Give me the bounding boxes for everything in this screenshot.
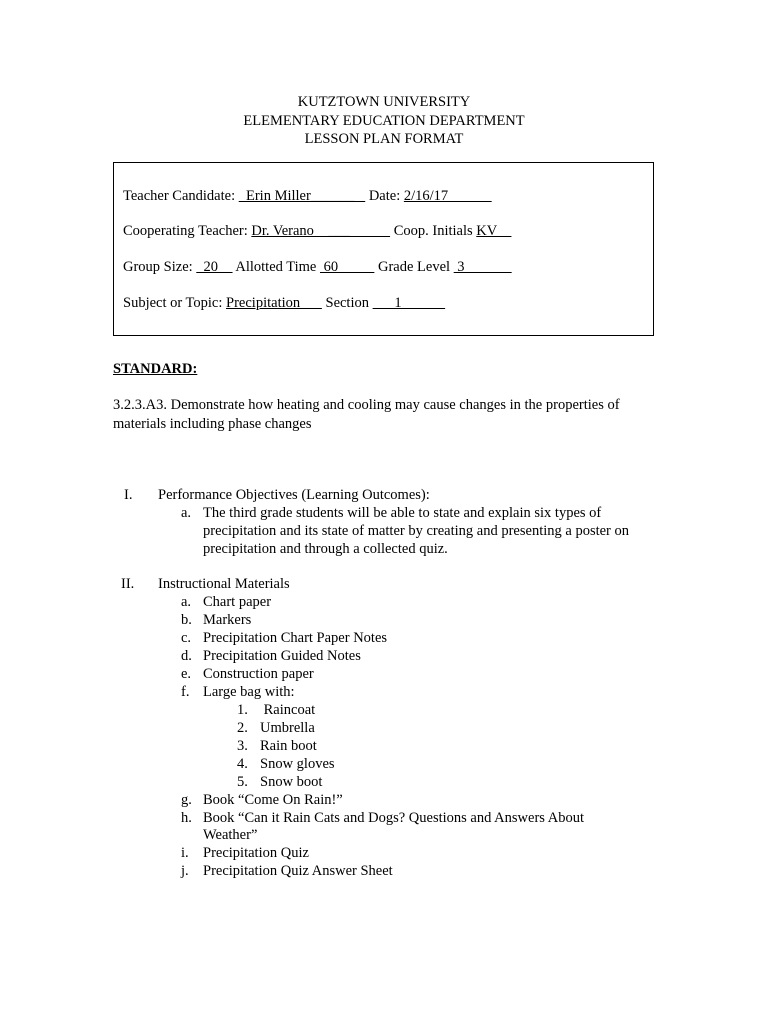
list-item: Precipitation Chart Paper Notes [203, 630, 388, 646]
teacher-row [123, 187, 492, 205]
grade-level-label: Grade Level [374, 259, 454, 275]
sub-list-item: Umbrella [260, 720, 315, 736]
group-row [123, 258, 512, 276]
list-item: Book “Can it Rain Cats and Dogs? Questions and Answers About [203, 810, 585, 826]
list-item-letter: b. [181, 612, 192, 628]
document-header [0, 93, 768, 149]
list-item: Construction paper [203, 666, 314, 682]
section-label: Section [321, 295, 373, 311]
sub-item-number: 4. [237, 756, 248, 772]
sub-list-item: Snow gloves [260, 756, 335, 772]
list-item-letter: c. [181, 630, 192, 646]
list-item: Markers [203, 612, 252, 628]
list-item: Book “Come On Rain!” [203, 792, 343, 808]
list-item-letter: a. [181, 505, 192, 521]
list-item-letter: d. [181, 648, 192, 664]
subject-value: Precipitation [226, 295, 322, 311]
list-item: Large bag with: [203, 684, 295, 700]
sub-item-number: 2. [237, 720, 248, 736]
coop-value: Dr. Verano ___ [251, 223, 391, 239]
teacher-label: Teacher Candidate: [123, 188, 239, 204]
allotted-time-value: 60 [319, 259, 375, 275]
date-label: Date: [365, 188, 404, 204]
allotted-time-label: Allotted Time [232, 259, 320, 275]
list-item-letter: j. [181, 863, 189, 879]
group-size-value: 20 [196, 259, 233, 275]
list-item-letter: g. [181, 792, 192, 808]
sub-item-number: 3. [237, 738, 248, 754]
standard-heading: STANDARD: [113, 361, 198, 377]
document-title: LESSON PLAN FORMAT [304, 131, 464, 147]
department-name: ELEMENTARY EDUCATION DEPARTMENT [243, 112, 525, 129]
coop-label: Cooperating Teacher: [123, 223, 252, 239]
grade-level-value: 3 [453, 259, 512, 275]
sub-list-item: Rain boot [260, 738, 317, 754]
date-value: 2/16/17 [403, 188, 492, 204]
subject-label: Subject or Topic: [123, 295, 227, 311]
objectives-title: Performance Objectives (Learning Outcomes): [158, 487, 430, 503]
list-item-continuation: Weather” [203, 827, 258, 843]
list-item: Precipitation Quiz Answer Sheet [203, 863, 393, 879]
cooperating-teacher-row [123, 222, 511, 240]
list-item-letter: h. [181, 810, 192, 826]
list-item: Chart paper [203, 594, 272, 610]
materials-title: Instructional Materials [158, 576, 290, 592]
section-numeral: I. [124, 487, 133, 503]
list-item: Precipitation Quiz [203, 845, 309, 861]
sub-item-number: 1. [237, 702, 248, 718]
group-size-label: Group Size: [123, 259, 197, 275]
list-item-letter: e. [181, 666, 192, 682]
teacher-value: Erin Miller______ [238, 188, 366, 204]
subject-row [123, 294, 445, 312]
sub-list-item: Raincoat [260, 702, 316, 718]
lesson-info-box [113, 162, 654, 336]
list-item: Precipitation Guided Notes [203, 648, 361, 664]
objective-text: The third grade students will be able to state and explain six types of precipitation and its state of matter by creating and presenting a poster on precipitation and through a collected quiz. [203, 505, 630, 557]
list-item-letter: i. [181, 845, 189, 861]
university-name: KUTZTOWN UNIVERSITY [297, 94, 471, 110]
section-numeral: II. [121, 576, 135, 592]
initials-value: KV [476, 223, 512, 239]
list-item-letter: a. [181, 594, 192, 610]
initials-label: Coop. Initials [390, 223, 477, 239]
sub-item-number: 5. [237, 774, 248, 790]
sub-list-item: Snow boot [260, 774, 323, 790]
standard-text: 3.2.3.A3. Demonstrate how heating and cooling may cause changes in the properties of materials including phase changes [113, 397, 620, 432]
list-item-letter: f. [181, 684, 190, 700]
section-value: 1 [372, 295, 446, 311]
